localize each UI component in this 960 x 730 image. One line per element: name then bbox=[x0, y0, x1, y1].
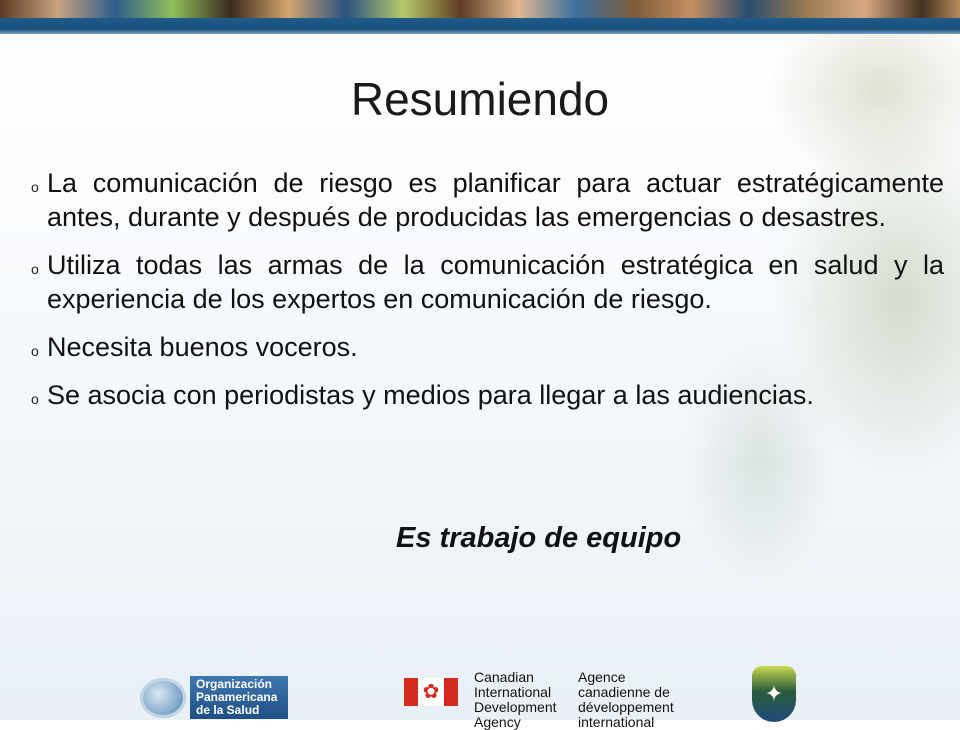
bullet-marker-icon: o bbox=[31, 391, 39, 407]
cida-fr-line: canadienne de bbox=[578, 684, 670, 700]
bullet-item bbox=[31, 378, 944, 412]
paho-name bbox=[190, 676, 288, 719]
bullet-marker-icon: o bbox=[31, 179, 39, 195]
bullet-text: Se asocia con periodistas y medios para llegar a las audiencias. bbox=[47, 380, 814, 410]
paho-name-line: Panamericana bbox=[196, 690, 278, 704]
canada-flag-icon bbox=[404, 678, 458, 706]
cida-en-line: Agency bbox=[474, 714, 521, 730]
globe-icon bbox=[140, 678, 186, 718]
paho-name-line: de la Salud bbox=[196, 703, 260, 717]
cida-name-english bbox=[474, 669, 570, 730]
header-photo-strip bbox=[0, 0, 960, 18]
bullet-text: Utiliza todas las armas de la comunicación estratégica en salud y la experiencia de los expertos en comunicación de riesgo. bbox=[47, 250, 944, 314]
flag-bar bbox=[444, 678, 458, 706]
bullet-item bbox=[31, 330, 944, 364]
paho-name-line: Organización bbox=[196, 677, 273, 691]
cida-fr-line: Agence bbox=[578, 669, 626, 685]
paho-logo bbox=[140, 676, 288, 719]
flag-bar bbox=[404, 678, 418, 706]
bullet-text: La comunicación de riesgo es planificar para actuar estratégicamente antes, durante y después de producidas las emergencias o desastres. bbox=[47, 168, 944, 232]
slide-title: Resumiendo bbox=[350, 73, 610, 125]
cida-fr-line: international bbox=[578, 714, 655, 730]
cida-fr-line: développement bbox=[578, 699, 674, 715]
bullet-item bbox=[31, 248, 944, 316]
bullet-marker-icon: o bbox=[31, 261, 39, 277]
bullet-text: Necesita buenos voceros. bbox=[47, 332, 358, 362]
cida-logo bbox=[404, 669, 680, 730]
maple-leaf-icon: ✿ bbox=[418, 678, 444, 706]
bullet-marker-icon: o bbox=[31, 343, 39, 359]
cida-en-line: Canadian bbox=[474, 669, 534, 685]
cida-en-line: International bbox=[474, 684, 552, 700]
bullet-list bbox=[31, 166, 944, 426]
cida-en-line: Development bbox=[474, 699, 557, 715]
shield-icon: ✦ bbox=[752, 666, 796, 722]
cida-name-french bbox=[578, 669, 680, 730]
closing-phrase: Es trabajo de equipo bbox=[396, 522, 682, 554]
header-band bbox=[0, 18, 960, 34]
bullet-item bbox=[31, 166, 944, 234]
logo-footer bbox=[0, 660, 960, 730]
